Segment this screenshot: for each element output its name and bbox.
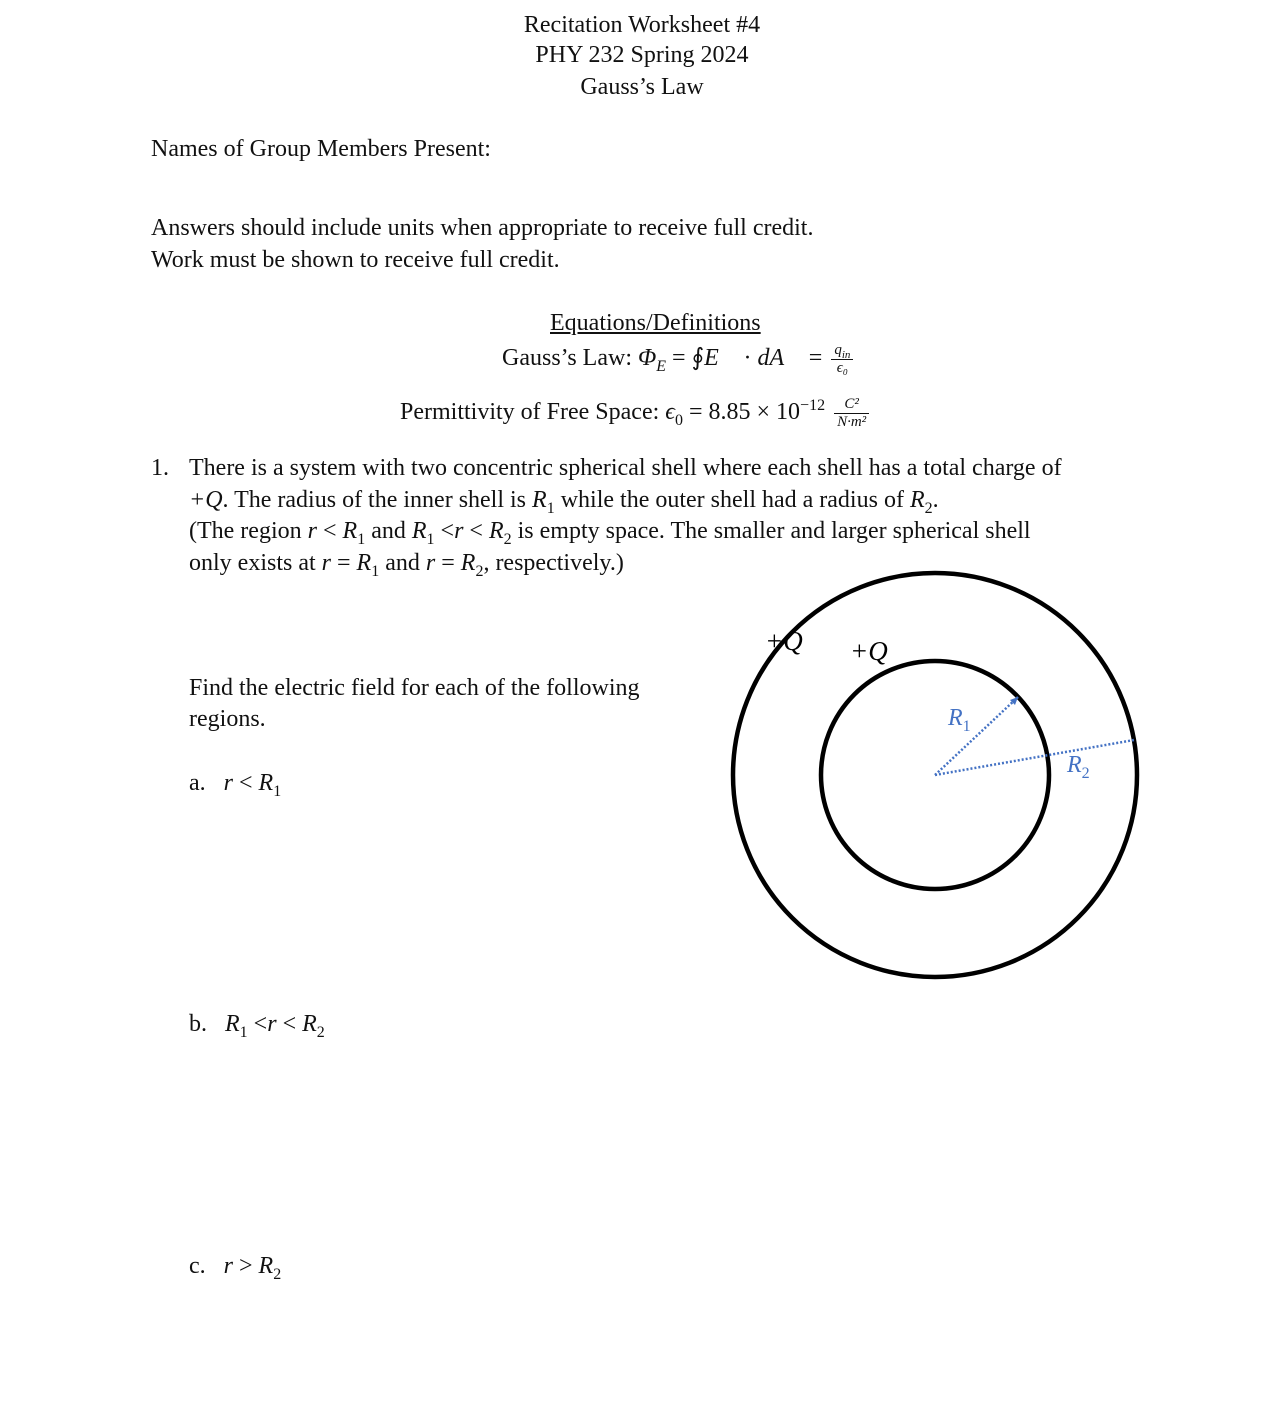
r-symbol: R — [302, 1011, 317, 1037]
period: . — [932, 487, 939, 513]
problem-text: and — [365, 518, 412, 544]
r1-label — [947, 705, 971, 735]
problem-text: , respectively.) — [483, 550, 624, 576]
topic-title: Gauss’s Law — [580, 74, 704, 100]
r-symbol: R — [342, 518, 358, 544]
problem-line-3 — [189, 518, 1031, 548]
part-a — [189, 770, 282, 800]
equals-sign: = — [672, 345, 686, 371]
worksheet-title: Recitation Worksheet #4 — [523, 12, 761, 38]
r-variable: r — [267, 1011, 277, 1037]
less-than: < — [282, 1011, 297, 1037]
field-vector: E — [704, 345, 738, 371]
epsilon-subscript: 0 — [674, 411, 683, 429]
outer-charge-label: +Q — [765, 626, 803, 656]
area-vector: A — [769, 345, 803, 371]
charge-symbol: q — [834, 341, 842, 358]
subscript: 2 — [273, 1265, 282, 1283]
problem-text: is empty space. The smaller and larger spherical shell — [511, 518, 1031, 544]
dot-operator: · — [743, 345, 752, 371]
subscript: 1 — [546, 499, 555, 517]
equals-sign: = — [808, 345, 823, 371]
differential-d: d — [757, 345, 770, 371]
equals-sign: = — [441, 550, 455, 576]
r1-letter: R — [948, 705, 963, 731]
instructions-line-1: Answers should include units when appropriate to receive full credit. — [151, 215, 814, 241]
permittivity-equation — [400, 392, 869, 432]
epsilon-denominator: ϵ₀ — [836, 359, 848, 376]
r2-letter: R — [1067, 752, 1082, 778]
problem-text: (The region — [189, 518, 308, 544]
r2-subscript: 2 — [1081, 765, 1090, 782]
r-symbol: R — [258, 1253, 274, 1279]
r-variable: r — [223, 770, 233, 796]
permittivity-unit — [834, 396, 869, 431]
subscript: 1 — [371, 562, 380, 580]
r-symbol: R — [532, 487, 547, 513]
subscript: 1 — [357, 530, 366, 548]
equals-sign: = — [337, 550, 351, 576]
r-symbol: R — [225, 1011, 240, 1037]
problem-text: . The radius of the inner shell is — [222, 487, 533, 513]
flux-subscript: E — [656, 357, 667, 375]
part-b — [189, 1011, 325, 1041]
flux-symbol: Φ — [637, 345, 657, 371]
charge-subscript: in — [841, 348, 851, 361]
subscript: 2 — [924, 499, 933, 517]
unit-denominator: N·m² — [837, 413, 867, 430]
r-symbol: R — [460, 550, 476, 576]
subscript: 2 — [475, 562, 484, 580]
part-label: c. — [189, 1253, 206, 1279]
gauss-law-label: Gauss’s Law: — [502, 345, 632, 371]
concentric-shells-diagram — [700, 560, 1160, 990]
instructions-line-2: Work must be shown to receive full credit. — [151, 247, 560, 273]
subscript: 2 — [503, 530, 512, 548]
less-than: < — [253, 1011, 268, 1037]
r-symbol: R — [356, 550, 372, 576]
problem-line-1: There is a system with two concentric spherical shell where each shell has a total charge of — [189, 455, 1062, 481]
less-than: < — [322, 518, 337, 544]
less-than: < — [440, 518, 455, 544]
less-than: < — [239, 770, 253, 796]
subscript: 1 — [426, 530, 435, 548]
problem-number: 1. — [151, 455, 169, 481]
permittivity-value: 8.85 × 10 — [708, 399, 801, 425]
part-label: a. — [189, 770, 206, 796]
r-symbol: R — [488, 518, 504, 544]
r-variable: r — [321, 550, 331, 576]
part-label: b. — [189, 1011, 207, 1037]
problem-text: while the outer shell had a radius of — [554, 487, 910, 513]
r1-subscript: 1 — [962, 718, 971, 735]
permittivity-label: Permittivity of Free Space: — [400, 399, 660, 425]
r2-label — [1066, 752, 1090, 782]
permittivity-exponent: −12 — [800, 397, 826, 414]
epsilon-symbol: ϵ — [665, 399, 675, 425]
subscript: 1 — [273, 782, 282, 800]
problem-text: only exists at — [189, 550, 322, 576]
find-line-1: Find the electric field for each of the following — [189, 675, 640, 701]
inner-charge-label: +Q — [850, 636, 888, 666]
charge-q: +Q — [189, 487, 223, 513]
closed-integral-symbol: ∮ — [691, 345, 705, 371]
part-c — [189, 1253, 282, 1283]
greater-than: > — [239, 1253, 253, 1279]
r-symbol: R — [411, 518, 427, 544]
charge-over-epsilon — [831, 342, 853, 377]
less-than: < — [469, 518, 483, 544]
r-variable: r — [425, 550, 436, 576]
r-variable: r — [454, 518, 464, 544]
subscript: 1 — [239, 1023, 248, 1041]
unit-numerator: C² — [834, 396, 869, 414]
r-symbol: R — [909, 487, 925, 513]
names-label: Names of Group Members Present: — [151, 136, 491, 162]
course-title: PHY 232 Spring 2024 — [535, 42, 749, 68]
r-variable: r — [223, 1253, 233, 1279]
r-symbol: R — [258, 770, 274, 796]
problem-text: and — [379, 550, 426, 576]
problem-line-2 — [189, 487, 939, 517]
equals-sign: = — [688, 399, 703, 425]
r-variable: r — [307, 518, 317, 544]
subscript: 2 — [316, 1023, 325, 1041]
problem-line-4 — [189, 550, 624, 580]
equations-heading: Equations/Definitions — [550, 310, 761, 336]
find-line-2: regions. — [189, 706, 266, 732]
r2-radius-line — [935, 740, 1134, 775]
gauss-law-equation — [502, 338, 853, 378]
